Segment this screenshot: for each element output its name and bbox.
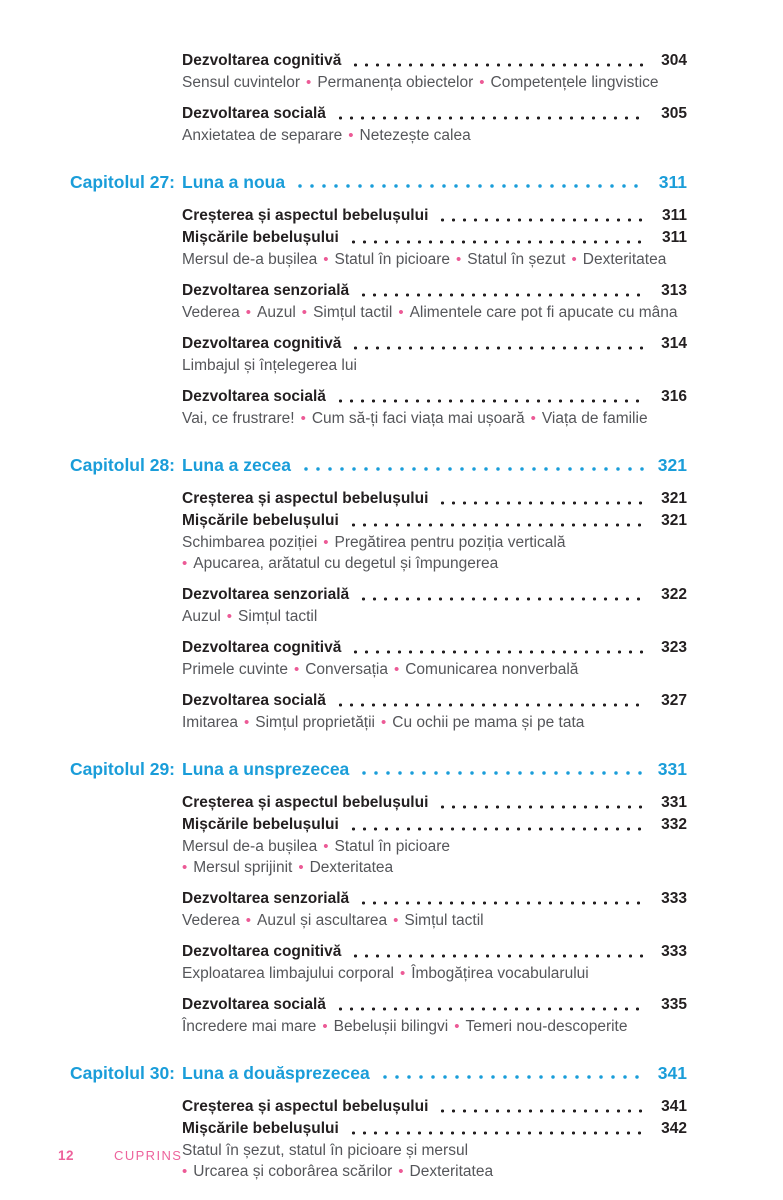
entry-page-number: 335: [661, 996, 687, 1013]
subtopic: Bebelușii bilingvi: [333, 1018, 449, 1035]
dot-leader: [300, 466, 645, 472]
subtopic: Permanența obiectelor: [317, 74, 474, 91]
subtopic: Exploatarea limbajului corporal: [182, 965, 394, 982]
chapter-label: Capitolul 30:: [70, 1063, 176, 1083]
dot-leader: [437, 217, 647, 223]
subtopic: Sensul cuvintelor: [182, 74, 301, 91]
toc-entry-row: [182, 1096, 687, 1118]
entry-page-number: 305: [661, 105, 687, 122]
dot-leader: [437, 804, 647, 810]
dot-leader: [348, 239, 647, 245]
dot-leader: [335, 115, 647, 121]
entry-title: Dezvoltarea cognitivă: [182, 335, 342, 352]
bullet-separator-icon: •: [298, 859, 304, 876]
footer-section-label: CUPRINS: [114, 1148, 183, 1163]
dot-leader: [350, 62, 647, 68]
subtopics-line: [182, 910, 687, 931]
subtopic: Mersul sprijinit: [193, 859, 293, 876]
subtopic: Simțul tactil: [238, 608, 318, 625]
chapter-title: Luna a douăsprezecea: [182, 1063, 370, 1083]
entry-title: Dezvoltarea senzorială: [182, 890, 350, 907]
toc-entry: [182, 994, 687, 1037]
entry-page-number: 321: [661, 490, 687, 507]
dot-leader: [294, 183, 645, 189]
subtopic: Statul în șezut: [467, 251, 566, 268]
toc-entry: [182, 690, 687, 733]
toc-entry-row: [182, 814, 687, 836]
subtopics-line: [182, 606, 687, 627]
toc-entry: [182, 1118, 687, 1182]
bullet-separator-icon: •: [323, 534, 329, 551]
subtopic: Statul în picioare: [334, 251, 450, 268]
entry-page-number: 323: [661, 639, 687, 656]
toc-entry-row: [182, 280, 687, 302]
subtopics-line: [182, 249, 687, 270]
subtopic: Anxietatea de separare: [182, 127, 343, 144]
chapter-label: Capitolul 28:: [70, 455, 176, 475]
subtopic: Apucarea, arătatul cu degetul și împungerea: [193, 555, 499, 572]
subtopics-line: [182, 1016, 687, 1037]
bullet-separator-icon: •: [393, 661, 400, 678]
dot-leader: [358, 292, 647, 298]
entry-title: Dezvoltarea socială: [182, 692, 326, 709]
toc-entry-row: [182, 941, 687, 963]
bullet-separator-icon: •: [182, 1163, 188, 1180]
carryover-entries: [182, 50, 687, 146]
subtopic: Simțul proprietății: [255, 714, 376, 731]
toc-entry: [182, 50, 687, 93]
subtopics-line: [182, 712, 687, 733]
bullet-separator-icon: •: [323, 251, 329, 268]
chapter-label: Capitolul 29:: [70, 759, 176, 779]
bullet-separator-icon: •: [322, 1018, 328, 1035]
subtopic: Îmbogățirea vocabularului: [411, 965, 589, 982]
entry-title: Creșterea și aspectul bebelușului: [182, 490, 429, 507]
chapter-section: [70, 453, 687, 733]
subtopics-line: [182, 659, 687, 680]
subtopic: Netezește calea: [359, 127, 471, 144]
subtopic: Auzul: [257, 304, 296, 321]
entry-title: Mișcările bebelușului: [182, 512, 339, 529]
entry-title: Dezvoltarea senzorială: [182, 282, 350, 299]
subtopic: Comunicarea nonverbală: [405, 661, 579, 678]
entry-page-number: 304: [661, 52, 687, 69]
entry-page-number: 333: [661, 890, 687, 907]
chapter-page-number: 331: [657, 759, 687, 779]
chapter-page-number: 311: [658, 172, 687, 192]
bullet-separator-icon: •: [244, 714, 250, 731]
toc-entry: [182, 637, 687, 680]
subtopic: Vederea: [182, 304, 240, 321]
toc-entry: [182, 1096, 687, 1118]
toc-entry-row: [182, 205, 687, 227]
toc-entry-row: [182, 888, 687, 910]
bullet-separator-icon: •: [381, 714, 387, 731]
entry-title: Creșterea și aspectul bebelușului: [182, 1098, 429, 1115]
entry-title: Mișcările bebelușului: [182, 229, 339, 246]
toc-entry: [182, 103, 687, 146]
toc-entry: [182, 941, 687, 984]
entry-title: Dezvoltarea socială: [182, 388, 326, 405]
toc-entry: [182, 792, 687, 814]
subtopics-line: [182, 857, 687, 878]
subtopic: Dexteritatea: [309, 859, 394, 876]
subtopics-line: [182, 836, 687, 857]
subtopic: Dexteritatea: [409, 1163, 494, 1180]
entry-title: Creșterea și aspectul bebelușului: [182, 207, 429, 224]
subtopic: Statul în șezut, statul în picioare și mersul: [182, 1142, 469, 1159]
bullet-separator-icon: •: [323, 838, 329, 855]
chapter-page-number: 341: [657, 1063, 687, 1083]
subtopic: Limbajul și înțelegerea lui: [182, 357, 357, 374]
dot-leader: [437, 1108, 647, 1114]
entry-title: Dezvoltarea socială: [182, 105, 326, 122]
chapter-title: Luna a unsprezecea: [182, 759, 350, 779]
toc-entry: [182, 488, 687, 510]
chapter-page-number: 321: [657, 455, 687, 475]
toc-entry-row: [182, 1118, 687, 1140]
entry-page-number: 322: [661, 586, 687, 603]
toc-entry-row: [182, 994, 687, 1016]
dot-leader: [350, 345, 647, 351]
dot-leader: [350, 649, 647, 655]
subtopics-line: [182, 1161, 687, 1182]
bullet-separator-icon: •: [399, 965, 406, 982]
dot-leader: [437, 500, 647, 506]
bullet-separator-icon: •: [479, 74, 485, 91]
bullet-separator-icon: •: [571, 251, 577, 268]
chapter-section: [70, 1061, 687, 1182]
entry-page-number: 331: [661, 794, 687, 811]
bullet-separator-icon: •: [226, 608, 233, 625]
subtopics-line: [182, 302, 687, 323]
subtopic: Cum să-ți faci viața mai ușoară: [311, 410, 525, 427]
toc-entry-row: [182, 584, 687, 606]
bullet-separator-icon: •: [456, 251, 462, 268]
chapter-entries: [182, 488, 687, 733]
dot-leader: [358, 596, 647, 602]
toc-entry-row: [182, 510, 687, 532]
toc-entry-row: [182, 488, 687, 510]
entry-page-number: 341: [661, 1098, 687, 1115]
bullet-separator-icon: •: [300, 410, 306, 427]
subtopic: Simțul tactil: [313, 304, 393, 321]
entry-title: Mișcările bebelușului: [182, 816, 339, 833]
subtopic: Temeri nou-descoperite: [465, 1018, 628, 1035]
entry-page-number: 327: [661, 692, 687, 709]
subtopic: Pregătirea pentru poziția verticală: [334, 534, 566, 551]
subtopic: Urcarea și coborârea scărilor: [193, 1163, 393, 1180]
toc-entry-row: [182, 333, 687, 355]
entry-page-number: 342: [661, 1120, 687, 1137]
entry-page-number: 311: [661, 229, 687, 246]
dot-leader: [358, 770, 645, 776]
subtopic: Simțul tactil: [404, 912, 484, 929]
toc-entry-row: [182, 50, 687, 72]
subtopic: Auzul și ascultarea: [257, 912, 388, 929]
subtopic: Schimbarea poziției: [182, 534, 318, 551]
chapter-section: [70, 757, 687, 1037]
page-footer: [58, 1148, 182, 1163]
entry-title: Creșterea și aspectul bebelușului: [182, 794, 429, 811]
chapter-heading: [70, 1061, 687, 1085]
bullet-separator-icon: •: [393, 912, 399, 929]
entry-page-number: 321: [661, 512, 687, 529]
bullet-separator-icon: •: [293, 661, 300, 678]
entry-title: Dezvoltarea cognitivă: [182, 52, 342, 69]
entry-title: Mișcările bebelușului: [182, 1120, 339, 1137]
entry-title: Dezvoltarea cognitivă: [182, 943, 342, 960]
entry-page-number: 333: [661, 943, 687, 960]
toc-entry-row: [182, 792, 687, 814]
subtopic: Auzul: [182, 608, 221, 625]
subtopics-line: [182, 553, 687, 574]
subtopic: Mersul de-a bușilea: [182, 251, 318, 268]
chapter-section: [70, 170, 687, 429]
subtopic: Vai, ce frustrare!: [182, 410, 295, 427]
chapter-heading: [70, 757, 687, 781]
subtopic: Competențele lingvistice: [490, 74, 659, 91]
chapter-heading: [70, 170, 687, 194]
toc-entry: [182, 584, 687, 627]
subtopic: Alimentele care pot fi apucate cu mâna: [409, 304, 678, 321]
entry-title: Dezvoltarea socială: [182, 996, 326, 1013]
dot-leader: [335, 1006, 647, 1012]
subtopics-line: [182, 355, 687, 376]
toc-entry: [182, 814, 687, 878]
subtopic: Mersul de-a bușilea: [182, 838, 318, 855]
entry-page-number: 311: [661, 207, 687, 224]
page-number: 12: [58, 1148, 75, 1163]
toc-entry-row: [182, 637, 687, 659]
subtopic: Viața de familie: [541, 410, 648, 427]
subtopics-line: [182, 72, 687, 93]
dot-leader: [379, 1074, 645, 1080]
bullet-separator-icon: •: [182, 859, 188, 876]
bullet-separator-icon: •: [348, 127, 354, 144]
subtopic: Încredere mai mare: [182, 1018, 317, 1035]
subtopics-line: [182, 125, 687, 146]
bullet-separator-icon: •: [245, 304, 252, 321]
dot-leader: [335, 702, 647, 708]
subtopics-line: [182, 532, 687, 553]
bullet-separator-icon: •: [182, 555, 188, 572]
subtopic: Primele cuvinte: [182, 661, 288, 678]
subtopic: Dexteritatea: [582, 251, 667, 268]
bullet-separator-icon: •: [301, 304, 308, 321]
toc-entry: [182, 888, 687, 931]
bullet-separator-icon: •: [454, 1018, 460, 1035]
subtopics-line: [182, 963, 687, 984]
toc-entry-row: [182, 386, 687, 408]
chapter-entries: [182, 205, 687, 429]
toc-entry: [182, 386, 687, 429]
entry-page-number: 314: [661, 335, 687, 352]
subtopics-line: [182, 408, 687, 429]
dot-leader: [348, 1130, 647, 1136]
toc-entry: [182, 205, 687, 227]
toc-entry: [182, 227, 687, 270]
toc-entry-row: [182, 227, 687, 249]
dot-leader: [348, 826, 647, 832]
chapter-entries: [182, 1096, 687, 1182]
entry-page-number: 332: [661, 816, 687, 833]
bullet-separator-icon: •: [245, 912, 252, 929]
dot-leader: [350, 953, 647, 959]
subtopic: Statul în picioare: [334, 838, 450, 855]
chapter-title: Luna a noua: [182, 172, 286, 192]
subtopics-line: [182, 1140, 687, 1161]
entry-title: Dezvoltarea cognitivă: [182, 639, 342, 656]
chapter-entries: [182, 792, 687, 1037]
chapter-title: Luna a zecea: [182, 455, 291, 475]
chapter-label: Capitolul 27:: [70, 172, 176, 192]
bullet-separator-icon: •: [398, 1163, 404, 1180]
bullet-separator-icon: •: [306, 74, 312, 91]
entry-page-number: 313: [661, 282, 687, 299]
toc-entry: [182, 333, 687, 376]
toc-entry-row: [182, 690, 687, 712]
subtopic: Conversația: [305, 661, 388, 678]
subtopic: Imitarea: [182, 714, 238, 731]
subtopic: Vederea: [182, 912, 240, 929]
entry-page-number: 316: [661, 388, 687, 405]
subtopic: Cu ochii pe mama și pe tata: [392, 714, 585, 731]
bullet-separator-icon: •: [398, 304, 404, 321]
chapter-heading: [70, 453, 687, 477]
entry-title: Dezvoltarea senzorială: [182, 586, 350, 603]
dot-leader: [335, 398, 647, 404]
toc-entry: [182, 510, 687, 574]
toc-entry: [182, 280, 687, 323]
dot-leader: [348, 522, 647, 528]
bullet-separator-icon: •: [530, 410, 536, 427]
toc-entry-row: [182, 103, 687, 125]
dot-leader: [358, 900, 647, 906]
chapter-list: [70, 170, 687, 1182]
